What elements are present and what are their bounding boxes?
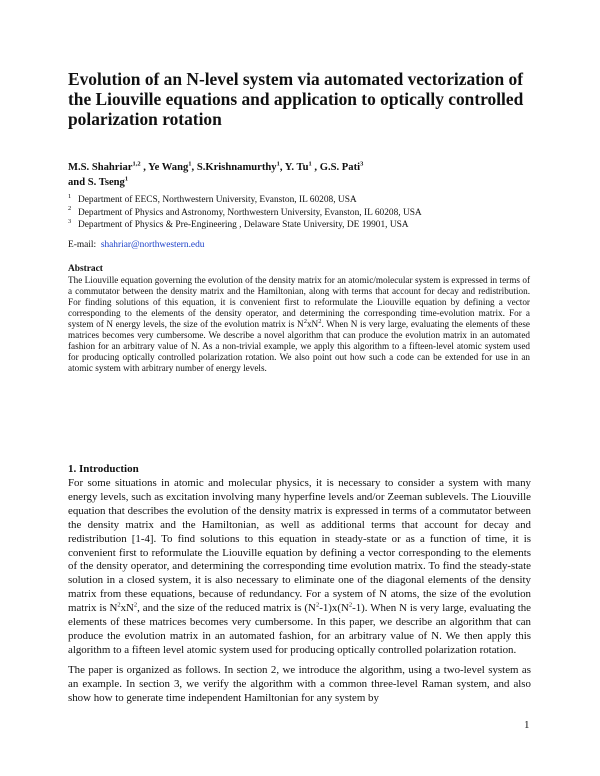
body-text: , and the size of the reduced matrix is (N — [137, 602, 316, 615]
author-name: G.S. Pati — [319, 162, 361, 173]
affiliation-text: Department of Physics & Pre-Engineering , Delaware State University, DE 19901, USA — [78, 220, 409, 231]
superscript: 2 — [117, 601, 121, 609]
email-link[interactable]: shahriar@northwestern.edu — [100, 240, 205, 250]
author-separator: , — [311, 162, 320, 173]
author-name: and S. Tseng — [68, 177, 125, 188]
superscript: 2 — [348, 601, 353, 609]
author-separator: , — [191, 162, 197, 173]
affiliation-text: Department of EECS, Northwestern University, Evanston, IL 60208, USA — [78, 195, 357, 205]
author-affiliation-mark: 1 — [124, 175, 129, 183]
email-label: E-mail: — [68, 240, 97, 250]
paper-title: Evolution of an N-level system via automated vectorization of the Liouville equations and application to optically controlled polarization rotation — [68, 69, 524, 129]
body-text: -1)x(N — [319, 602, 349, 615]
author-affiliation-mark: 1 — [308, 160, 312, 168]
superscript: 2 — [318, 318, 322, 326]
author-affiliation-mark: 3 — [360, 160, 364, 168]
abstract-text: The Liouville equation governing the evolution of the density matrix for an atomic/molecular system is expressed in terms of a commutator between the density matrix and the Hamiltonian, along with terms that account for decay and redistribution. For finding solutions of this equation, it is convenient first to reformulate the Liouville equation by defining a vector corresponding to the elements of the density operator, and determining the corresponding time-evolution matrix. For a system of N energy levels, the size of the evolution matrix is N — [68, 275, 530, 330]
introduction-paragraph: The paper is organized as follows. In section 2, we introduce the algorithm, using a two-level system as an example. In section 3, we verify the algorithm with a common three-level Raman system, and also show how to generate time independent Hamiltonian for any system by — [68, 664, 531, 704]
email-line — [68, 240, 204, 250]
body-text: For some situations in atomic and molecular physics, it is necessary to consider a system with many energy levels, such as excitation involving many hyperfine levels and/or Zeeman sublevels. The Liouville equation that describes the evolution of the density matrix is expressed in terms of a commutator between the density matrix and the Hamiltonian, as well as additional terms that account for decay and redistribution [1-4]. To find solutions to this equation in steady-state or as a function of time, it is convenient first to reformulate the Liouville equation by defining a vector corresponding to the elements of the density operator, and determining the corresponding time evolution matrix. To find the steady-state solution in a closed system, it is also necessary to eliminate one of the diagonal elements of the density matrix from these equations, because of redundancy. For a system of N atoms, the size of the evolution matrix is N — [68, 477, 531, 615]
body-text: xN — [120, 602, 134, 615]
author-name: M.S. Shahriar — [68, 162, 133, 173]
affiliation: $^2$ Department of Physics and Astronomy, Northwestern University, Evanston, IL 60208, USA — [68, 205, 422, 218]
abstract-text: . When N is very large, evaluating the elements of these matrices becomes very cumbersome. We describe a novel algorithm that can produce the evolution matrix in an automated fashion for an arbitrary value of N. As a non-trivial example, we apply this algorithm to a fifteen-level atomic system used for producing optically controlled polarization rotation. We also point out how such a code can be extended for use in an atomic system with arbitrary number of energy levels. — [68, 319, 531, 374]
abstract-body — [68, 275, 530, 374]
superscript: 2 — [303, 318, 307, 326]
affiliation-text: Department of Physics and Astronomy, Northwestern University, Evanston, IL 60208, USA — [78, 207, 422, 218]
author-affiliation-mark: 1 — [276, 160, 280, 168]
author-affiliation-mark: 1 — [188, 160, 192, 168]
affiliation: $^1$ Department of EECS, Northwestern University, Evanston, IL 60208, USA — [68, 192, 357, 205]
affiliation-list — [68, 194, 538, 232]
author-separator: , — [140, 162, 149, 173]
section-heading-introduction: 1. Introduction — [68, 463, 139, 475]
introduction-paragraph — [68, 477, 531, 658]
author-name: Ye Wang — [148, 162, 189, 173]
abstract-heading: Abstract — [68, 264, 103, 274]
superscript: 2 — [315, 601, 320, 609]
author-name: S.Krishnamurthy — [196, 162, 277, 173]
author-list — [68, 160, 538, 190]
author-separator: , — [279, 162, 285, 173]
abstract-text: xN — [306, 319, 319, 330]
author-name: Y. Tu — [284, 162, 309, 173]
superscript: 2 — [133, 601, 138, 609]
body-text: -1). When N is very large, evaluating the elements of these matrices becomes very cumbersome. In this paper, we describe an algorithm that can produce the evolution matrix in an automated fashion, for an arbitrary value of N. We then apply this algorithm to a fifteen level atomic system used for producing optically controlled polarization rotation. — [68, 602, 531, 656]
affiliation: $^3$ Department of Physics & Pre-Engineering , Delaware State University, DE 19901, USA — [68, 218, 409, 231]
author-affiliation-mark: 1,2 — [132, 160, 141, 168]
page-number: 1 — [524, 719, 530, 731]
